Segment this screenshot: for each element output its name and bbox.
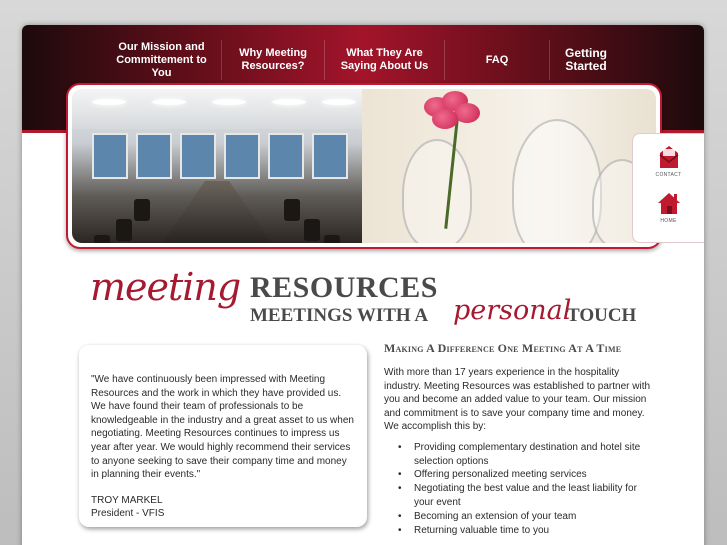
list-item: • Returning valuable time to you xyxy=(398,524,654,538)
nav-faq[interactable]: FAQ xyxy=(445,40,550,80)
intro-paragraph: With more than 17 years experience in the hospitality industry. Meeting Resources was established to partner with you and become an added value to your team. Our mission and commitment is to save your company time and money. We accomplish this by: xyxy=(384,367,651,433)
list-item: • Becoming an extension of your team xyxy=(398,510,654,524)
list-item: • Offering personalized meeting services xyxy=(398,468,654,482)
contact-link[interactable] xyxy=(656,144,682,178)
hero-image xyxy=(72,89,656,243)
main-heading: Making A Difference One Meeting At A Time xyxy=(384,341,622,355)
page-container xyxy=(22,25,704,545)
home-link[interactable] xyxy=(656,190,682,224)
list-item: • Providing complementary destination and hotel site selection options xyxy=(398,441,654,468)
list-item: • Negotiating the best value and the least liability for your event xyxy=(398,482,654,509)
logo-tagline-part1: MEETINGS WITH A xyxy=(250,305,429,326)
logo-word-resources: RESOURCES xyxy=(250,271,438,304)
testimonial-text: "We have continuously been impressed with Meeting Resources and the work in which they have provided us. We have found their team of professionals to be knowledgeable in the industry and a great asset to us when negotiating. Meeting Resources continues to impress us year after year. We would highly recommend their services to anyone seeking to save their company time and money in planning their events." xyxy=(91,374,354,481)
home-label: HOME xyxy=(660,218,677,224)
hero-frame xyxy=(66,83,662,249)
logo-tagline-script: personal xyxy=(453,295,572,326)
site-logo[interactable] xyxy=(90,265,650,335)
testimonial-author: TROY MARKEL xyxy=(91,494,163,506)
logo-tagline-part2: TOUCH xyxy=(567,305,637,326)
side-quick-links xyxy=(632,133,704,243)
main-nav xyxy=(102,40,622,80)
testimonial-author-title: President - VFIS xyxy=(91,508,165,520)
main-content xyxy=(384,341,654,538)
benefits-list xyxy=(384,441,654,537)
envelope-icon xyxy=(657,144,681,170)
logo-word-meeting: meeting xyxy=(90,265,241,309)
conference-room-photo xyxy=(72,89,362,243)
house-icon xyxy=(656,190,682,216)
nav-testimonials[interactable]: What They Are Saying About Us xyxy=(325,40,445,80)
flower-glassware-photo xyxy=(362,89,656,243)
nav-getting-started[interactable]: Getting Started xyxy=(565,46,607,73)
contact-label: CONTACT xyxy=(655,172,682,178)
testimonial-box xyxy=(79,345,367,527)
nav-why-meeting-resources[interactable]: Why Meeting Resources? xyxy=(222,40,325,80)
nav-our-mission[interactable]: Our Mission and Committement to You xyxy=(102,40,222,80)
